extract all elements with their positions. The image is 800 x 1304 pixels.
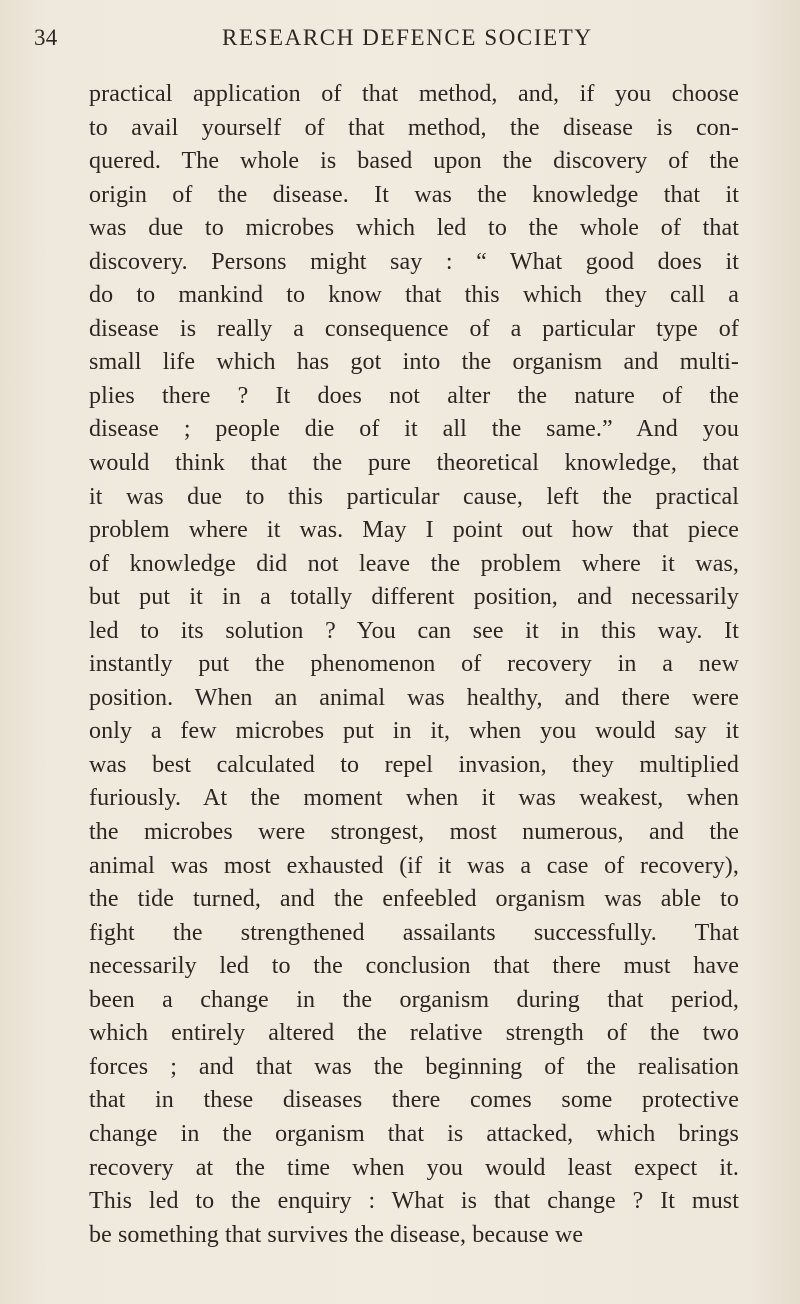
text-line: would think that the pure theoretical knowledge, that	[89, 450, 739, 477]
body-paragraph	[89, 78, 739, 1252]
text-line: small life which has got into the organism and multi-	[89, 349, 739, 376]
text-line: recovery at the time when you would least expect it.	[89, 1154, 739, 1181]
text-line: was best calculated to repel invasion, they multiplied	[89, 751, 739, 778]
text-line: change in the organism that is attacked, which brings	[89, 1120, 739, 1147]
text-line: disease ; people die of it all the same.” And you	[89, 416, 739, 443]
text-line: necessarily led to the conclusion that there must have	[89, 953, 739, 980]
text-line: practical application of that method, and, if you choose	[89, 81, 739, 107]
text-line: origin of the disease. It was the knowledge that it	[89, 181, 739, 208]
text-line: it was due to this particular cause, left the practical	[89, 483, 739, 510]
text-line: that in these diseases there comes some protective	[89, 1087, 739, 1114]
text-line: only a few microbes put in it, when you would say it	[89, 718, 739, 745]
text-line: led to its solution ? You can see it in this way. It	[89, 617, 739, 644]
text-line: position. When an animal was healthy, and there were	[89, 684, 739, 711]
text-line: do to mankind to know that this which they call a	[89, 282, 739, 309]
text-line: quered. The whole is based upon the discovery of the	[89, 148, 739, 175]
text-line: animal was most exhausted (if it was a case of recovery),	[89, 852, 739, 879]
text-line: the tide turned, and the enfeebled organism was able to	[89, 886, 739, 913]
text-line: the microbes were strongest, most numerous, and the	[89, 819, 739, 846]
text-line: fight the strengthened assailants successfully. That	[89, 919, 739, 946]
text-line: be something that survives the disease, because we	[89, 1221, 584, 1248]
text-line: to avail yourself of that method, the disease is con-	[89, 114, 739, 141]
text-line: but put it in a totally different position, and necessarily	[89, 584, 739, 611]
text-line: been a change in the organism during that period,	[89, 986, 739, 1013]
text-line: problem where it was. May I point out how that piece	[89, 517, 739, 544]
text-line: disease is really a consequence of a particular type of	[89, 315, 739, 342]
running-title: RESEARCH DEFENCE SOCIETY	[222, 25, 593, 50]
text-line: furiously. At the moment when it was weakest, when	[89, 785, 739, 812]
text-line: which entirely altered the relative strength of the two	[89, 1020, 739, 1047]
running-head	[34, 22, 767, 54]
text-line: of knowledge did not leave the problem where it was,	[89, 550, 739, 577]
text-line: was due to microbes which led to the whole of that	[89, 215, 739, 242]
text-line: plies there ? It does not alter the nature of the	[89, 382, 739, 409]
text-line: This led to the enquiry : What is that change ? It must	[89, 1188, 739, 1215]
text-line: instantly put the phenomenon of recovery in a new	[89, 651, 739, 678]
text-line: discovery. Persons might say : “ What good does it	[89, 248, 739, 275]
page-number: 34	[34, 25, 58, 50]
text-line: forces ; and that was the beginning of the realisation	[89, 1053, 739, 1080]
